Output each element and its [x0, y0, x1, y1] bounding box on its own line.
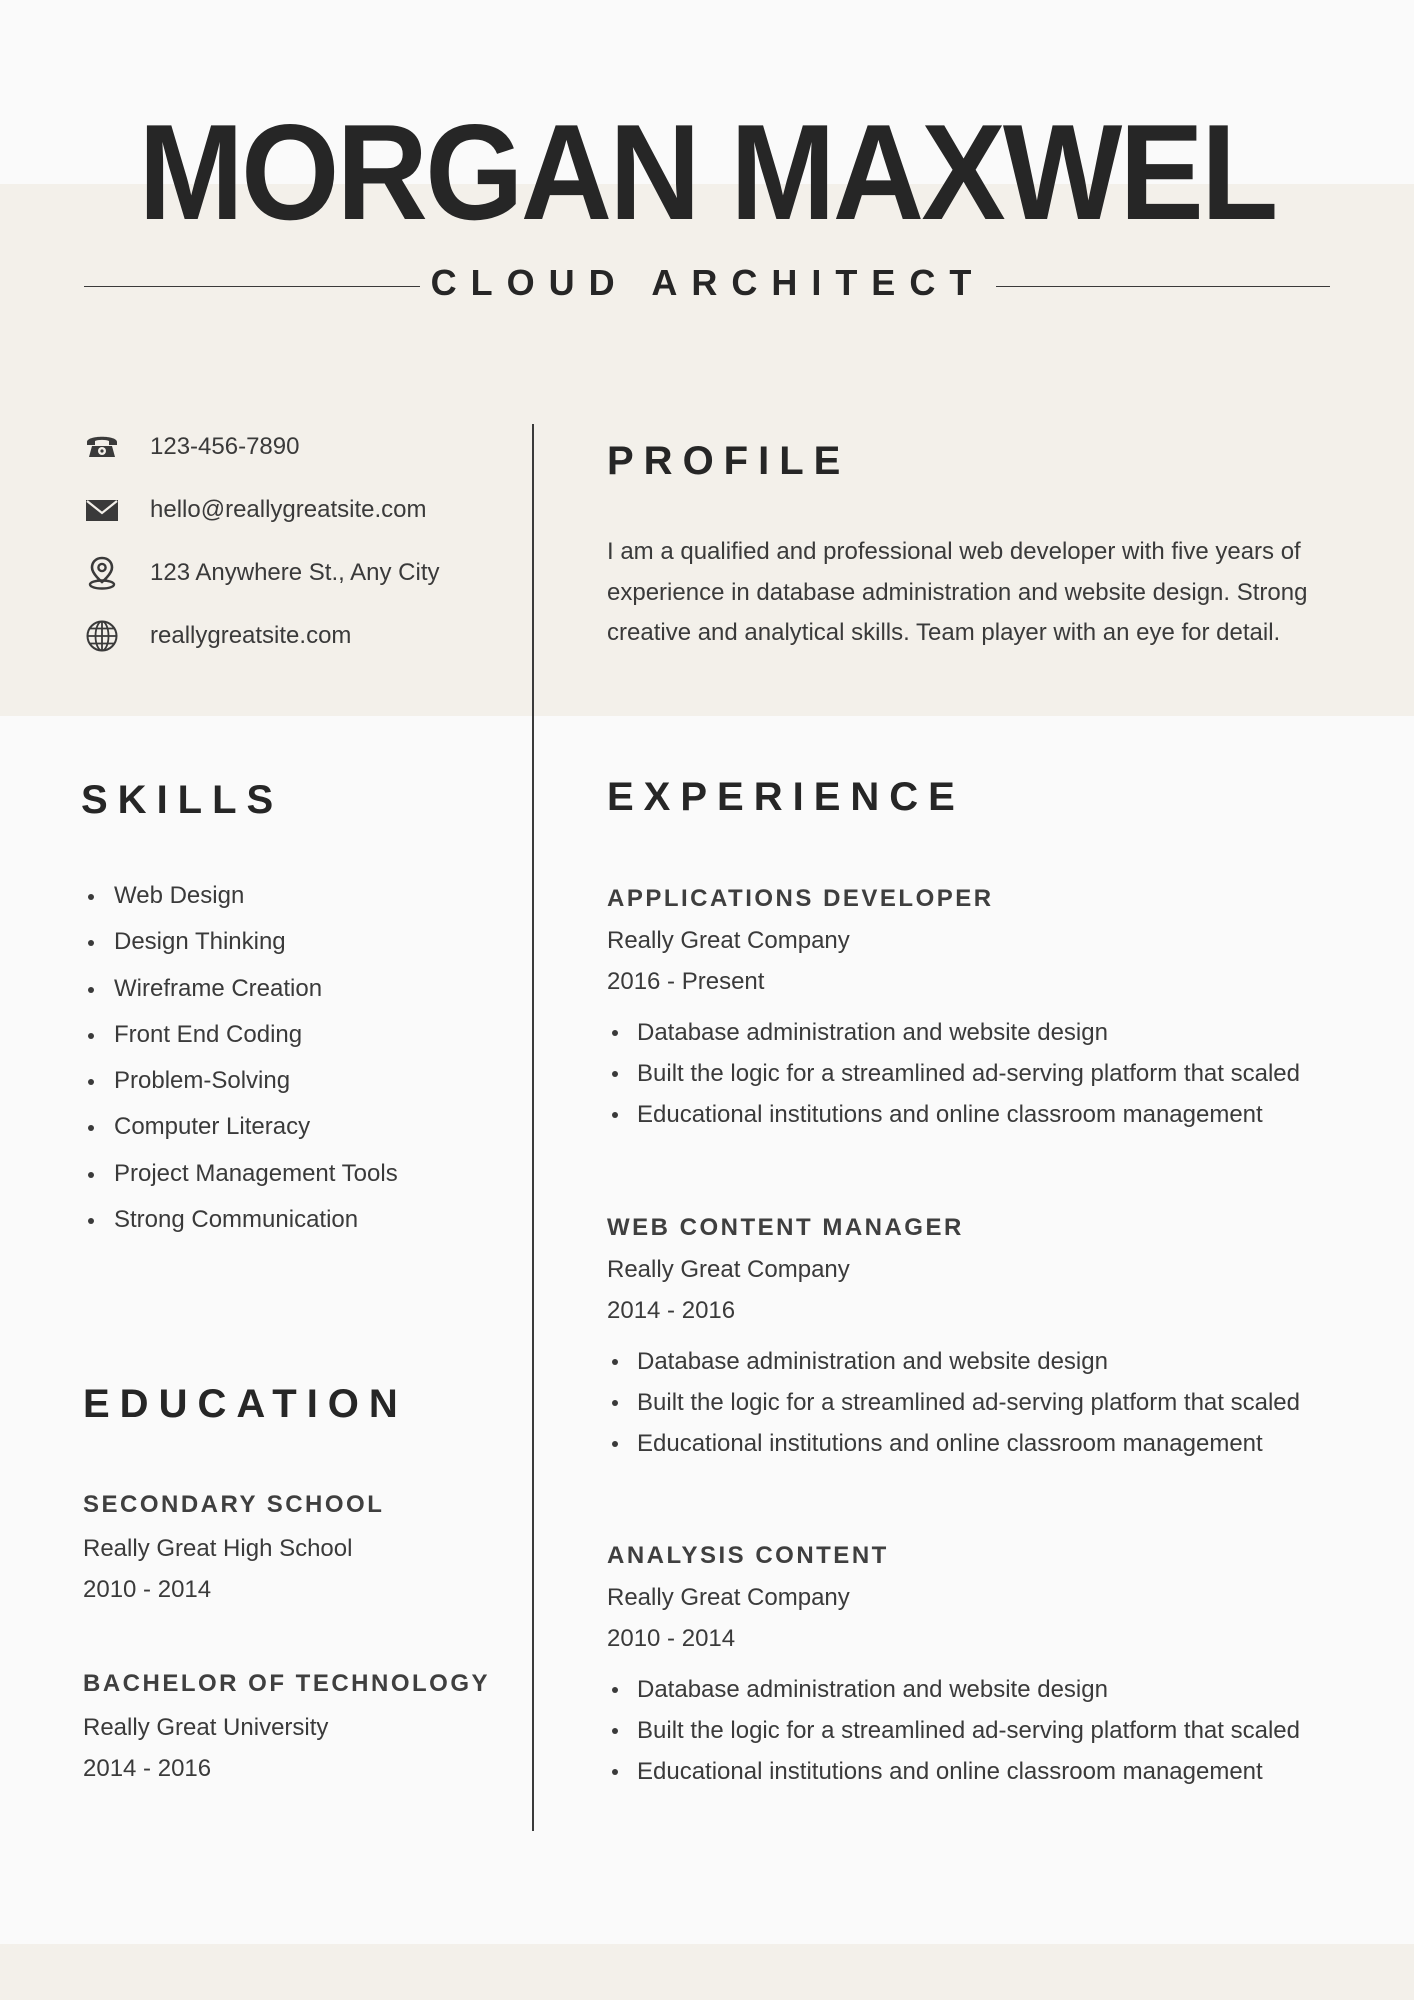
contact-phone: [84, 415, 514, 478]
skill-item: Front End Coding: [84, 1012, 514, 1058]
phone-icon: [84, 429, 120, 465]
experience-bullet: Database administration and website design: [607, 1341, 1347, 1382]
experience-bullet: Database administration and website design: [607, 1012, 1347, 1053]
experience-bullet: Educational institutions and online classroom management: [607, 1423, 1347, 1464]
experience-entry: [607, 884, 1347, 1135]
experience-entry: [607, 1213, 1347, 1464]
title-rule-right: [996, 286, 1330, 287]
experience-bullets: [607, 1669, 1347, 1792]
resume-name: MORGAN MAXWEL: [138, 96, 1276, 248]
job-title: CLOUD ARCHITECT: [430, 262, 986, 303]
contact-email: [84, 478, 514, 541]
skills-list: [84, 873, 514, 1243]
experience-role: WEB CONTENT MANAGER: [607, 1214, 964, 1241]
experience-bullet: Built the logic for a streamlined ad-serving platform that scaled: [607, 1053, 1347, 1094]
education-years: 2014 - 2016: [83, 1755, 212, 1782]
experience-years: 2014 - 2016: [607, 1297, 736, 1324]
experience-bullet: Database administration and website design: [607, 1669, 1347, 1710]
globe-icon: [84, 618, 120, 654]
job-title-row: [84, 258, 1330, 308]
experience-bullet: Built the logic for a streamlined ad-serving platform that scaled: [607, 1710, 1347, 1751]
skill-item: Web Design: [84, 873, 514, 919]
education-entry: [83, 1490, 523, 1610]
skills-heading: SKILLS: [81, 778, 284, 822]
skill-item: Wireframe Creation: [84, 966, 514, 1012]
contact-address: [84, 541, 514, 604]
location-icon: [84, 555, 120, 591]
education-school: Really Great High School: [83, 1535, 353, 1562]
profile-text: I am a qualified and professional web developer with five years of experience in database administration and website design. Strong creative and analytical skills. Team player with an eye for detail.: [607, 538, 1308, 646]
mail-icon: [84, 492, 120, 528]
experience-years: 2010 - 2014: [607, 1625, 736, 1652]
experience-role: ANALYSIS CONTENT: [607, 1542, 889, 1569]
column-divider: [532, 424, 534, 1831]
skill-item: Computer Literacy: [84, 1104, 514, 1150]
skill-item: Problem-Solving: [84, 1058, 514, 1104]
education-years: 2010 - 2014: [83, 1576, 212, 1603]
education-school: Really Great University: [83, 1714, 329, 1741]
footer-background-band: [0, 1944, 1414, 2000]
skill-item: Strong Communication: [84, 1197, 514, 1243]
experience-company: Really Great Company: [607, 1584, 850, 1611]
contact-list: [84, 415, 514, 667]
contact-website: [84, 604, 514, 667]
education-degree: SECONDARY SCHOOL: [83, 1491, 385, 1518]
experience-company: Really Great Company: [607, 1256, 850, 1283]
education-degree: BACHELOR OF TECHNOLOGY: [83, 1670, 490, 1697]
experience-bullet: Built the logic for a streamlined ad-serving platform that scaled: [607, 1382, 1347, 1423]
experience-bullets: [607, 1012, 1347, 1135]
profile-heading: PROFILE: [607, 439, 851, 483]
email-address[interactable]: hello@reallygreatsite.com: [150, 495, 427, 523]
experience-bullet: Educational institutions and online classroom management: [607, 1094, 1347, 1135]
experience-bullet: Educational institutions and online classroom management: [607, 1751, 1347, 1792]
experience-heading: EXPERIENCE: [607, 775, 965, 819]
experience-years: 2016 - Present: [607, 968, 765, 995]
education-entry: [83, 1669, 523, 1789]
experience-company: Really Great Company: [607, 927, 850, 954]
experience-entry: [607, 1541, 1347, 1792]
website-url[interactable]: reallygreatsite.com: [150, 621, 352, 649]
education-heading: EDUCATION: [83, 1382, 408, 1426]
experience-role: APPLICATIONS DEVELOPER: [607, 885, 994, 912]
skill-item: Design Thinking: [84, 919, 514, 965]
experience-bullets: [607, 1341, 1347, 1464]
skill-item: Project Management Tools: [84, 1151, 514, 1197]
title-rule-left: [84, 286, 420, 287]
street-address: 123 Anywhere St., Any City: [150, 558, 440, 586]
phone-number[interactable]: 123-456-7890: [150, 432, 300, 460]
